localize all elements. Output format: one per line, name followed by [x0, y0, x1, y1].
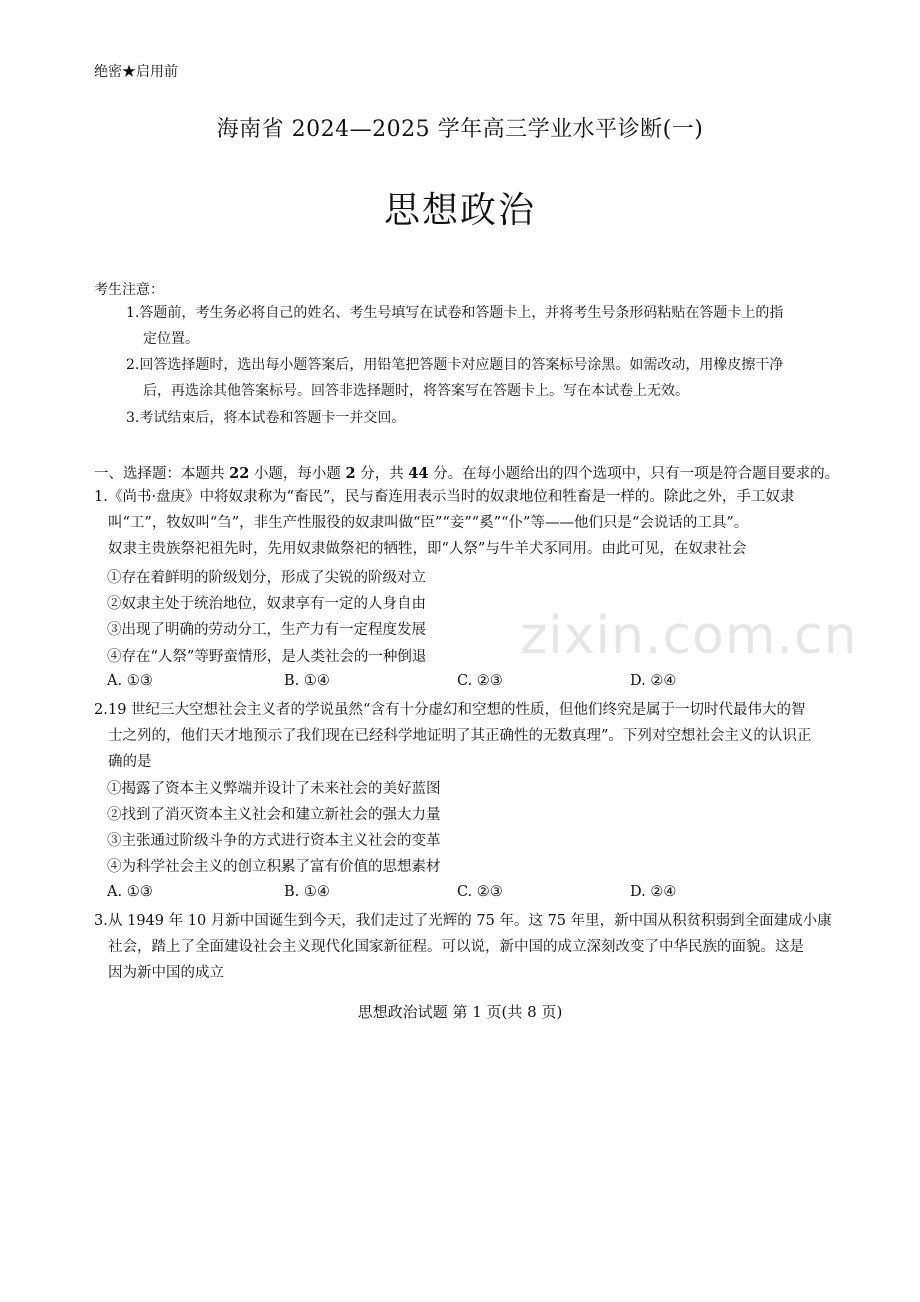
page-footer: 思想政治试题 第 1 页(共 8 页) — [357, 1003, 563, 1021]
choice-d: D. ②④ — [630, 673, 677, 689]
exam-title: 海南省 2024—2025 学年高三学业水平诊断(一) — [216, 117, 704, 142]
question-text-line: 奴隶主贵族祭祀祖先时，先用奴隶做祭祀的牺牲，即“人祭”与牛羊犬豕同用。由此可见，在奴隶社会 — [108, 541, 747, 557]
notice-text: 答题前，考生务必将自己的姓名、考生号填写在试卷和答题卡上，并将考生号条形码粘贴在答题卡上的指 — [139, 305, 784, 321]
question-text-line: 社会，踏上了全面建设社会主义现代化国家新征程。可以说，新中国的成立深刻改变了中华民族的面貌。这是 — [108, 939, 804, 955]
notice-text-continued: 定位置。 — [143, 331, 199, 347]
choice-d: D. ②④ — [630, 884, 677, 900]
choice-b: B. ①④ — [284, 673, 330, 689]
choice-a: A. ①③ — [107, 673, 153, 689]
notice-number: 2. — [126, 357, 140, 373]
statement-option: ①存在着鲜明的阶级划分，形成了尖锐的阶级对立 — [107, 570, 426, 586]
statement-option: ②奴隶主处于统治地位，奴隶享有一定的人身自由 — [107, 596, 426, 612]
statement-option: ③主张通过阶级斗争的方式进行资本主义社会的变革 — [107, 833, 441, 849]
total-points: 44 — [408, 465, 429, 482]
statement-option: ①揭露了资本主义弊端并设计了未来社会的美好蓝图 — [107, 781, 441, 797]
choice-a: A. ①③ — [107, 884, 153, 900]
question-count: 22 — [229, 465, 250, 482]
statement-option: ④为科学社会主义的创立积累了富有价值的思想素材 — [107, 859, 441, 875]
question-number: 3. — [94, 913, 108, 929]
points-each: 2 — [345, 465, 356, 482]
question-2 — [94, 697, 869, 775]
confidential-label: 绝密★启用前 — [94, 64, 178, 80]
notice-item — [126, 352, 783, 378]
choice-c: C. ②③ — [457, 673, 503, 689]
statement-option: ④存在“人祭”等野蛮情形，是人类社会的一种倒退 — [107, 649, 427, 665]
answer-choices — [107, 673, 827, 697]
watermark: zixin.com.cn — [520, 606, 858, 666]
question-text-line: 士之列的，他们天才地预示了我们现在已经科学地证明了其正确性的无数真理”。下列对空想社会主义的认识正 — [108, 728, 812, 744]
question-number: 1. — [94, 489, 108, 505]
statement-option: ②找到了消灭资本主义社会和建立新社会的强大力量 — [107, 807, 441, 823]
question-3 — [94, 908, 869, 986]
notice-item — [126, 300, 783, 326]
question-1 — [94, 484, 869, 562]
notice-text: 回答选择题时，选出每小题答案后，用铅笔把答题卡对应题目的答案标号涂黑。如需改动，用橡皮擦干净 — [139, 357, 784, 373]
question-text-line: 叫“工”，牧奴叫“刍”，非生产性服役的奴隶叫做“臣”“妾”“奚”“仆”等——他们只是“会说话的工具”。 — [108, 515, 749, 531]
question-text-line: 从 1949 年 10 月新中国诞生到今天，我们走过了光辉的 75 年。这 75 年里，新中国从积贫积弱到全面建成小康 — [108, 913, 832, 929]
subject-title: 思想政治 — [383, 190, 536, 231]
question-text-line: 确的是 — [108, 754, 152, 770]
section-instructions: 一、选择题：本题共 22 小题，每小题 2 分，共 44 分。在每小题给出的四个选项中，只有一项是符合题目要求的。 — [94, 465, 840, 482]
choice-b: B. ①④ — [284, 884, 330, 900]
question-text-line: 19 世纪三大空想社会主义者的学说虽然“含有十分虚幻和空想的性质，但他们终究是属于一切时代最伟大的智 — [108, 702, 806, 718]
answer-choices — [107, 884, 827, 908]
question-text-line: 因为新中国的成立 — [108, 965, 224, 981]
notice-number: 3. — [126, 410, 140, 426]
notice-heading: 考生注意： — [94, 282, 164, 298]
statement-option: ③出现了明确的劳动分工，生产力有一定程度发展 — [107, 622, 426, 638]
notice-text-continued: 后，再选涂其他答案标号。回答非选择题时，将答案写在答题卡上。写在本试卷上无效。 — [143, 383, 689, 399]
choice-c: C. ②③ — [457, 884, 503, 900]
notice-text: 考试结束后，将本试卷和答题卡一并交回。 — [139, 410, 406, 426]
notice-number: 1. — [126, 305, 140, 321]
question-text-line: 《尚书·盘庚》中将奴隶称为“畜民”，民与畜连用表示当时的奴隶地位和牲畜是一样的。除此之外，手工奴隶 — [108, 489, 795, 505]
notice-item — [126, 405, 405, 431]
question-number: 2. — [94, 702, 108, 718]
